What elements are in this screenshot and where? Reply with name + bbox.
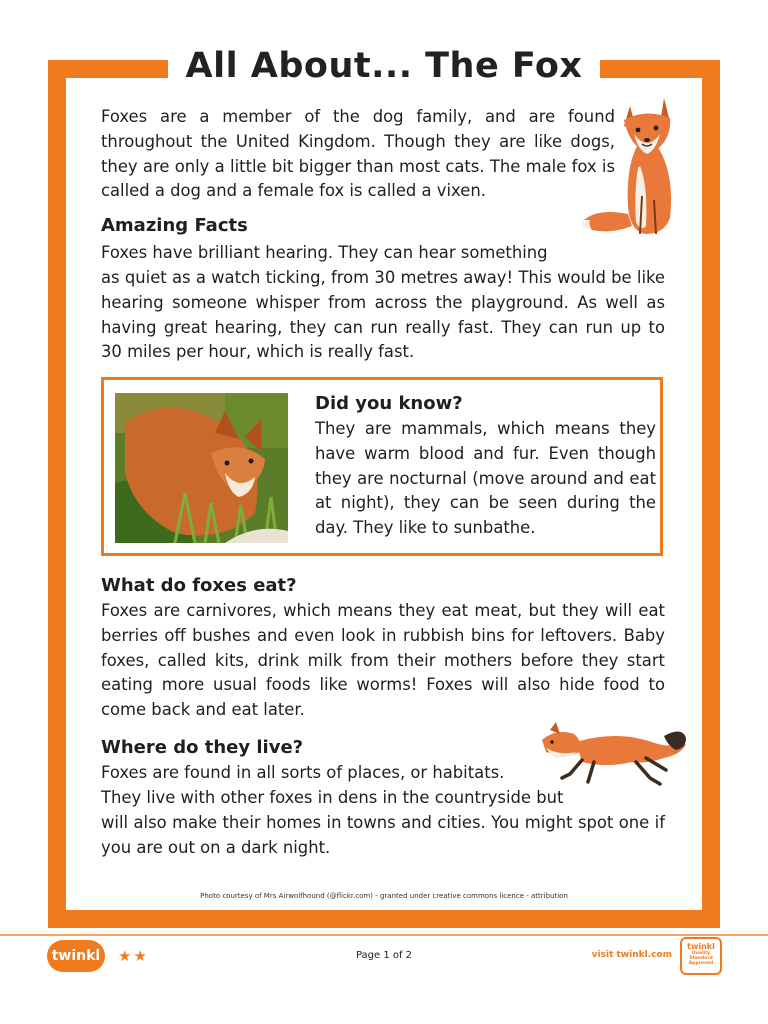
footer-divider [0,934,768,936]
amazing-facts-line-1: Foxes have brilliant hearing. They can hear something [101,243,548,262]
star-icons: ★★ [118,947,149,965]
intro-paragraph: Foxes are a member of the dog family, and are found throughout the United Kingdom. Though they are like dogs, they are only a little bit bigger than most cats. The male fox is called a dog and a female fox is called a vixen. [101,107,615,201]
sitting-fox-illustration [580,96,690,238]
where-live-heading: Where do they live? [101,737,304,758]
page-number: Page 1 of 2 [355,950,413,961]
amazing-facts-heading: Amazing Facts [101,215,248,236]
what-eat-heading: What do foxes eat? [101,575,297,596]
running-fox-illustration [536,718,688,788]
badge-subtitle: Quality Standard Approved [688,951,714,966]
where-live-line-2: They live with other foxes in dens in the countryside but [101,788,564,807]
did-you-know-heading: Did you know? [315,393,463,414]
quality-badge-icon [680,937,722,975]
where-live-line-1: Foxes are found in all sorts of places, or habitats. [101,763,505,782]
what-eat-text: Foxes are carnivores, which means they eat meat, but they will eat berries off bushes and even look in rubbish bins for leftovers. Baby foxes, called kits, drink milk from their mothers before they start eating more usual foods like worms! Foxes will also hide food to come back and eat later. [101,601,665,720]
amazing-facts-text: as quiet as a watch ticking, from 30 metres away! This would be like hearing someone whisper from across the playground. As well as having great hearing, they can run really fast. They can run up to 30 miles per hour, which is really fast. [101,268,665,362]
badge-brand: twinkl [687,942,715,951]
visit-link[interactable]: visit twinkl.com [591,950,672,960]
photo-credit: Photo courtesy of Mrs Airwolfhound (@flickr.com) - granted under creative commons licence - attribution [200,892,568,900]
did-you-know-text: They are mammals, which means they have warm blood and fur. Even though they are nocturnal (move around and eat at night), they can be seen during the day. They like to sunbathe. [315,419,656,538]
twinkl-logo[interactable]: twinkl [47,940,105,972]
fox-photo [115,393,288,543]
where-live-text: will also make their homes in towns and cities. You might spot one if you are out on a dark night. [101,813,665,857]
page-title: All About... The Fox [185,46,583,86]
